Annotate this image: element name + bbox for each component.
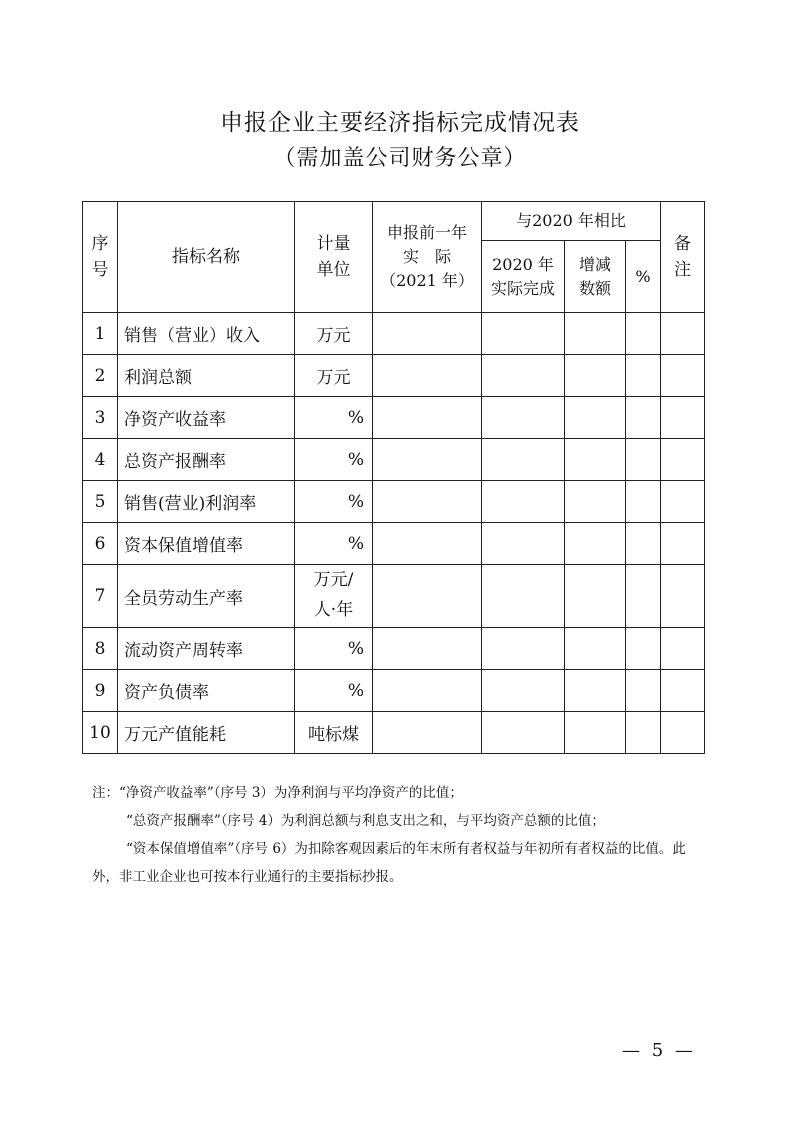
- row-name: 全员劳动生产率: [118, 565, 295, 628]
- cell-compare-change: [565, 355, 626, 397]
- cell-compare-actual: [482, 670, 565, 712]
- header-seq-line2: 号: [91, 260, 109, 280]
- cell-compare-change: [565, 481, 626, 523]
- cell-compare-actual: [482, 523, 565, 565]
- cell-remark: [661, 397, 705, 439]
- header-remark-line1: 备: [674, 233, 691, 254]
- cell-prev-year: [373, 313, 482, 355]
- header-prev-year-line2: 实 际: [402, 247, 451, 266]
- cell-compare-pct: [626, 355, 661, 397]
- cell-remark: [661, 712, 705, 754]
- row-name: 资产负债率: [118, 670, 295, 712]
- notes-section: [92, 779, 692, 891]
- cell-compare-actual: [482, 397, 565, 439]
- cell-compare-actual: [482, 628, 565, 670]
- row-seq: 9: [83, 670, 118, 712]
- row-unit: [295, 565, 373, 628]
- cell-prev-year: [373, 712, 482, 754]
- header-seq: [83, 202, 118, 313]
- note-line-3: “资本保值增值率”（序号 6）为扣除客观因素后的年末所有者权益与年初所有者权益的比值。此外，非工业企业也可按本行业通行的主要指标抄报。: [92, 841, 686, 885]
- cell-prev-year: [373, 355, 482, 397]
- row-seq: 5: [83, 481, 118, 523]
- cell-prev-year: [373, 439, 482, 481]
- table-row: [83, 523, 705, 565]
- header-remark: [661, 202, 705, 313]
- row-unit-line2: 人·年: [313, 600, 354, 620]
- row-seq: 7: [83, 565, 118, 628]
- cell-remark: [661, 670, 705, 712]
- table-row: [83, 313, 705, 355]
- table-row: [83, 712, 705, 754]
- cell-prev-year: [373, 523, 482, 565]
- table-row: [83, 397, 705, 439]
- cell-compare-pct: [626, 439, 661, 481]
- header-prev-year-line1: 申报前一年: [386, 223, 467, 242]
- row-seq: 4: [83, 439, 118, 481]
- cell-prev-year: [373, 481, 482, 523]
- row-name: 流动资产周转率: [118, 628, 295, 670]
- document-subtitle: （需加盖公司财务公章）: [273, 146, 527, 171]
- cell-compare-actual: [482, 313, 565, 355]
- header-compare-change: [565, 241, 626, 313]
- note-line-1: 注：“净资产收益率”（序号 3）为净利润与平均净资产的比值；: [92, 785, 463, 801]
- cell-compare-pct: [626, 670, 661, 712]
- cell-compare-change: [565, 397, 626, 439]
- row-name: 净资产收益率: [118, 397, 295, 439]
- header-prev-year: [373, 202, 482, 313]
- note-line-2: “总资产报酬率”（序号 4）为利润总额与利息支出之和，与平均资产总额的比值；: [126, 813, 605, 829]
- cell-remark: [661, 565, 705, 628]
- cell-compare-change: [565, 712, 626, 754]
- header-compare-pct: %: [626, 241, 661, 313]
- cell-compare-change: [565, 439, 626, 481]
- cell-prev-year: [373, 628, 482, 670]
- row-seq: 2: [83, 355, 118, 397]
- row-name: 资本保值增值率: [118, 523, 295, 565]
- cell-compare-pct: [626, 313, 661, 355]
- table-row: [83, 481, 705, 523]
- row-unit: %: [295, 628, 373, 670]
- header-prev-year-line3: （2021 年）: [380, 271, 474, 290]
- cell-compare-change: [565, 313, 626, 355]
- row-seq: 3: [83, 397, 118, 439]
- cell-remark: [661, 628, 705, 670]
- row-unit: %: [295, 439, 373, 481]
- cell-prev-year: [373, 397, 482, 439]
- cell-compare-actual: [482, 481, 565, 523]
- cell-remark: [661, 313, 705, 355]
- row-name: 利润总额: [118, 355, 295, 397]
- cell-compare-change: [565, 565, 626, 628]
- cell-compare-actual: [482, 355, 565, 397]
- cell-compare-actual: [482, 439, 565, 481]
- table-row: [83, 355, 705, 397]
- cell-compare-pct: [626, 628, 661, 670]
- row-unit: %: [295, 397, 373, 439]
- header-seq-line1: 序: [91, 233, 109, 254]
- cell-compare-change: [565, 523, 626, 565]
- header-compare-change-line1: 增减: [578, 254, 611, 274]
- cell-compare-change: [565, 628, 626, 670]
- row-name: 销售(营业)利润率: [118, 481, 295, 523]
- cell-compare-pct: [626, 481, 661, 523]
- row-seq: 8: [83, 628, 118, 670]
- cell-compare-pct: [626, 523, 661, 565]
- row-seq: 6: [83, 523, 118, 565]
- header-compare-actual-line1: 2020 年: [492, 254, 554, 274]
- cell-prev-year: [373, 565, 482, 628]
- header-compare-change-line2: 数额: [578, 278, 611, 298]
- header-compare-group: 与2020 年相比: [482, 202, 661, 241]
- row-name: 万元产值能耗: [118, 712, 295, 754]
- row-unit-line1: 万元/: [313, 570, 354, 591]
- header-compare-actual-line2: 实际完成: [490, 278, 555, 298]
- cell-compare-pct: [626, 565, 661, 628]
- row-unit: 吨标煤: [295, 712, 373, 754]
- table-row: [83, 439, 705, 481]
- row-unit: %: [295, 481, 373, 523]
- row-seq: 10: [83, 712, 118, 754]
- table-row: [83, 628, 705, 670]
- header-unit: [295, 202, 373, 313]
- table-row: [83, 670, 705, 712]
- page-number: — 5 —: [622, 1040, 696, 1061]
- row-name: 销售（营业）收入: [118, 313, 295, 355]
- cell-remark: [661, 481, 705, 523]
- row-unit: 万元: [295, 313, 373, 355]
- header-compare-actual: [482, 241, 565, 313]
- table-row: [83, 565, 705, 628]
- cell-compare-pct: [626, 397, 661, 439]
- document-title: 申报企业主要经济指标完成情况表: [220, 110, 580, 136]
- row-unit: 万元: [295, 355, 373, 397]
- cell-compare-actual: [482, 565, 565, 628]
- row-unit: %: [295, 523, 373, 565]
- row-unit: %: [295, 670, 373, 712]
- row-name: 总资产报酬率: [118, 439, 295, 481]
- cell-remark: [661, 439, 705, 481]
- header-name: 指标名称: [118, 202, 295, 313]
- indicator-table: [82, 201, 705, 754]
- cell-remark: [661, 355, 705, 397]
- header-remark-line2: 注: [674, 260, 691, 280]
- cell-compare-actual: [482, 712, 565, 754]
- cell-prev-year: [373, 670, 482, 712]
- cell-compare-pct: [626, 712, 661, 754]
- row-seq: 1: [83, 313, 118, 355]
- cell-remark: [661, 523, 705, 565]
- cell-compare-change: [565, 670, 626, 712]
- header-unit-line1: 计量: [316, 233, 351, 254]
- header-unit-line2: 单位: [316, 260, 351, 280]
